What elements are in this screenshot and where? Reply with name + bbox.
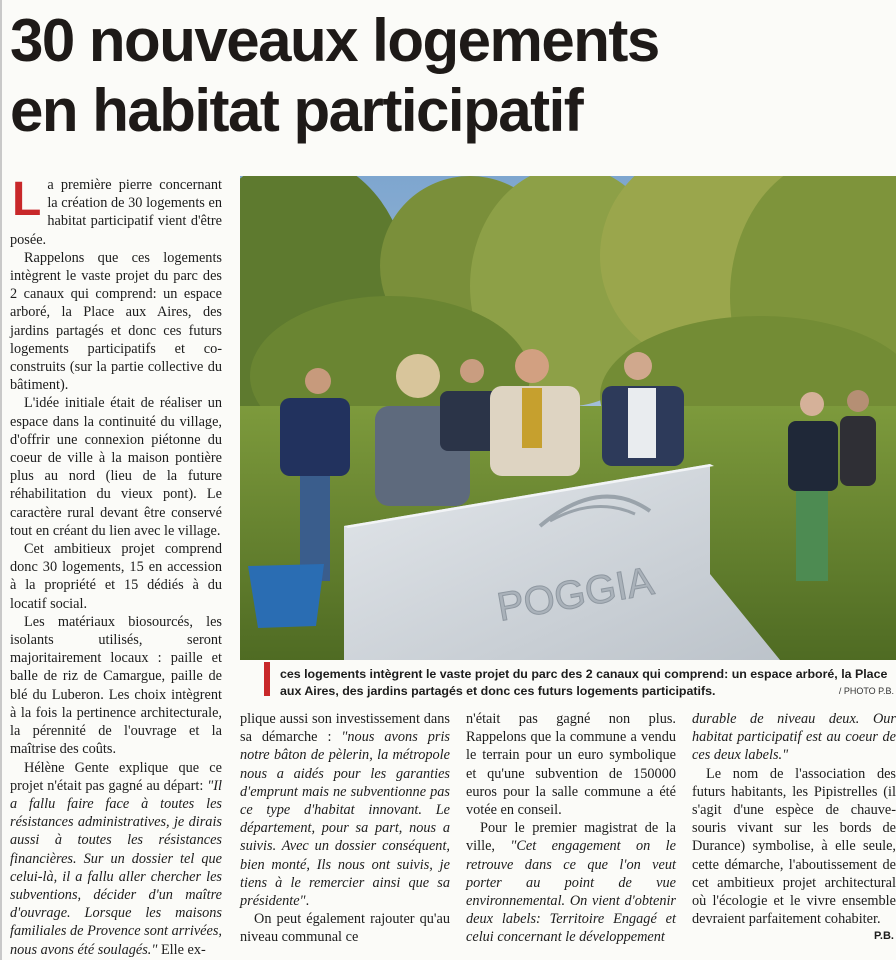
quote: "nous avons pris notre bâton de pèlerin, la métropole nous a aidés pour les garanties d'emprunt mais ne subventionne pas ce type d'habitat innovant. Le département, pour sa part, nous a suivis. Avec un dossier conséquent, bien monté, Ils nous ont suivis, je tiens à le remercier ainsi que sa présidente"	[240, 729, 450, 910]
quote: durable de niveau deux. Our habitat participatif est au coeur de ces deux labels."	[692, 711, 896, 764]
headline-line-1: 30 nouveaux logements	[10, 7, 659, 74]
paragraph: On peut également rajouter qu'au niveau communal ce	[240, 911, 450, 946]
photo-caption	[240, 660, 896, 702]
article-column-3	[466, 710, 676, 947]
paragraph: L'idée initiale était de réaliser un espace dans la continuité du village, d'offrir une connexion piétonne du coeur de ville à la maison pontière plus au nord (lieu de la future réhabilitation du vieux pont). Le caractère rural devant être conservé tout en créant du lien avec le village.	[10, 395, 222, 539]
paragraph	[10, 759, 222, 959]
stone-engraving: POGGIA	[493, 559, 657, 630]
caption-accent-bar	[264, 662, 270, 696]
article-column-2	[240, 710, 450, 947]
paragraph-text: Pour le premier magistrat de la ville,	[466, 820, 676, 855]
headline	[10, 6, 890, 146]
headline-line-2: en habitat participatif	[10, 77, 583, 144]
photo-credit: / PHOTO P.B.	[838, 686, 894, 696]
page-edge-rule	[0, 0, 2, 960]
photo-illustration	[240, 176, 896, 660]
article-column-4	[692, 710, 896, 928]
paragraph: Les matériaux biosourcés, les isolants utilisés, seront majoritairement locaux : paille et balle de riz de Camargue, paille de blé du Luberon. Les choix intègrent à la fois la pertinence architecturale, la pérennité de l'ouvrage et la maîtrise des coûts.	[10, 613, 222, 758]
caption-text: ces logements intègrent le vaste projet du parc des 2 canaux qui comprend: un espace arboré, la Place aux Aires, des jardins partagés et donc ces futurs logements participatifs.	[280, 667, 888, 698]
lead-paragraph	[10, 173, 222, 249]
quote: "Il a fallu faire face à toutes les résistances administratives, je dirais aussi à toutes les résistances financières. Sur un dossier tel que celui-là, il a fallu aller chercher les subventions, décider d'un maître d'ouvrage. Lorsque les maisons familiales de Provence sont arrivées, nous avons été soulagés."	[10, 777, 222, 958]
paragraph: n'était pas gagné non plus. Rappelons que la commune a vendu le terrain pour un euro symbolique et qu'une subvention de 150000 euros pour la salle commune a été votée en conseil.	[466, 711, 676, 819]
article-column-1	[10, 173, 222, 959]
paragraph	[466, 819, 676, 946]
article-photo	[240, 176, 896, 660]
paragraph-text: plique aussi son investissement dans sa démarche :	[240, 711, 450, 746]
paragraph-text: .	[305, 893, 310, 910]
quote: "Cet engagement on le retrouve dans ce que l'on veut porter au point de vue environnemental. On vient d'obtenir deux labels: Territoire Engagé et celui concernant le développement	[466, 838, 676, 946]
paragraph	[240, 710, 450, 910]
paragraph: Rappelons que ces logements intègrent le vaste projet du parc des 2 canaux qui comprend: un espace arboré, la Place aux Aires, des jardins partagés et donc ces futurs logements participatifs et co-construits (sur la partie collective du bâtiment).	[10, 249, 222, 394]
paragraph: Le nom de l'association des futurs habitants, les Pipistrelles (il s'agit d'une espèce de chauve-souris vivant sur les bords de Durance) symbolise, à elle seule, cette démarche, l'aboutissement de cet ambitieux projet architectural où l'écologie et le vivre ensemble devraient parfaitement cohabiter.	[692, 765, 896, 928]
paragraph-text: Elle ex-	[157, 941, 206, 958]
drop-cap: L	[12, 173, 42, 226]
paragraph-text: Hélène Gente explique que ce projet n'était pas gagné au départ:	[10, 759, 222, 794]
author-signature: P.B.	[874, 930, 894, 942]
bucket	[248, 564, 324, 628]
paragraph: Cet ambitieux projet comprend donc 30 logements, 15 en accession à la propriété et 15 dédiés à du locatif social.	[10, 541, 222, 612]
lead-text: a première pierre concernant la création de 30 logements en habitat participatif vient d'être posée.	[10, 177, 222, 248]
